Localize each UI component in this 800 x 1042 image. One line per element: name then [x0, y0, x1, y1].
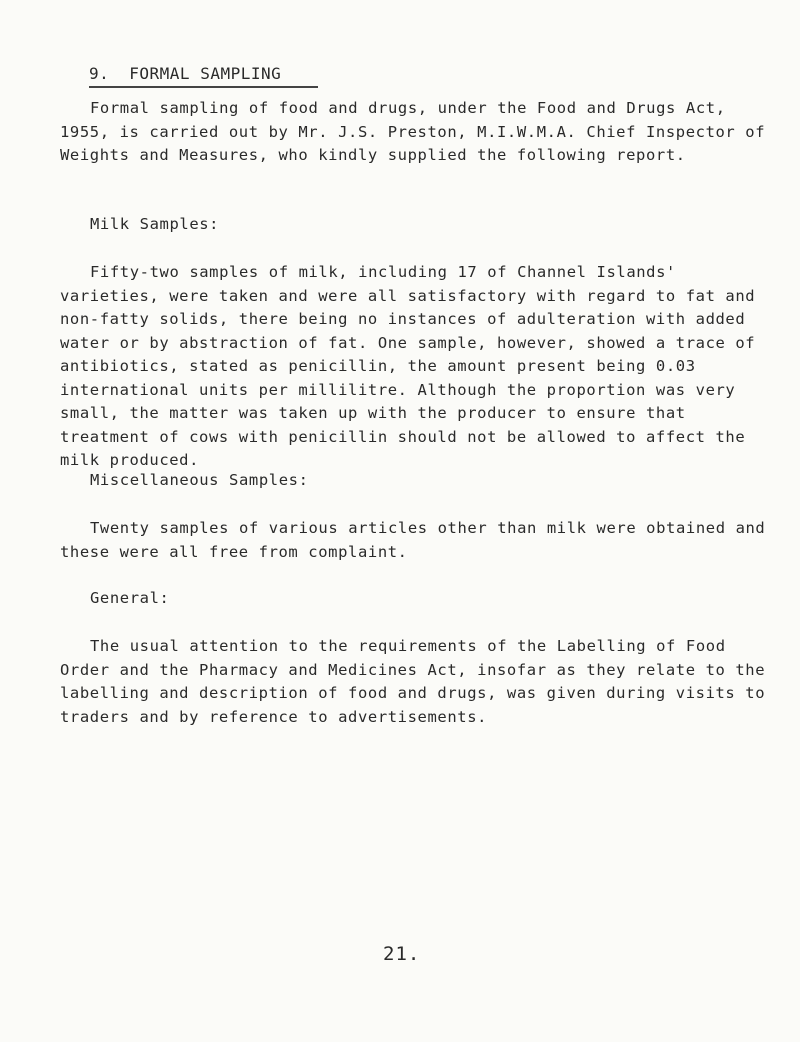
section-number: 9.	[89, 64, 110, 83]
intro-text: Formal sampling of food and drugs, under the Food and Drugs Act, 1955, is carried out by Mr. J.S. Preston, M.I.W.M.A. Chief Inspector of Weights and Measures, who kindly supplied the following report.	[60, 99, 766, 164]
miscellaneous-text: Twenty samples of various articles other than milk were obtained and these were all free from complaint.	[60, 519, 766, 561]
section-heading	[89, 64, 281, 83]
general-paragraph	[60, 635, 770, 729]
milk-heading: Milk Samples:	[90, 215, 220, 233]
general-text: The usual attention to the requirements of the Labelling of Food Order and the Pharmacy and Medicines Act, insofar as they relate to the labelling and description of food and drugs, was given during visits to traders and by reference to advertisements.	[60, 637, 766, 726]
general-heading: General:	[90, 589, 170, 607]
intro-paragraph	[60, 97, 770, 168]
milk-paragraph	[60, 261, 770, 473]
heading-underline	[89, 86, 318, 88]
page-number: 21.	[383, 943, 421, 965]
milk-text: Fifty-two samples of milk, including 17 of Channel Islands' varieties, were taken and were all satisfactory with regard to fat and non-fatty solids, there being no instances of adulteration with added water or by abstraction of fat. One sample, however, showed a trace of antibiotics, stated as penicillin, the amount present being 0.03 international units per millilitre. Although the proportion was very small, the matter was taken up with the producer to ensure that treatment of cows with penicillin should not be allowed to affect the milk produced.	[60, 263, 756, 469]
miscellaneous-paragraph	[60, 517, 770, 564]
miscellaneous-heading: Miscellaneous Samples:	[90, 471, 309, 489]
section-title: FORMAL SAMPLING	[129, 64, 282, 83]
